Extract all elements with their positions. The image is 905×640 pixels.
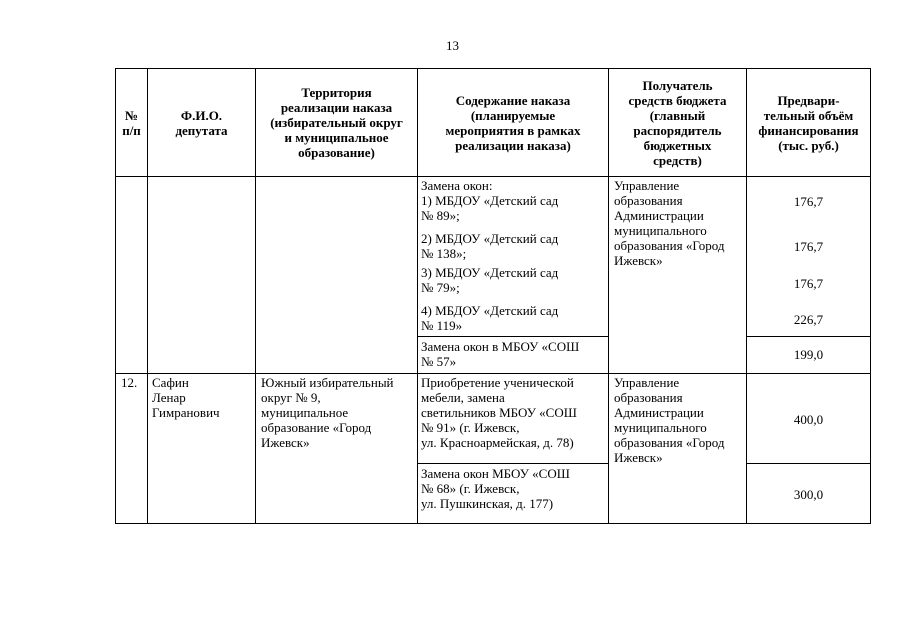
table-border-right xyxy=(870,68,871,524)
header-territory: Территория реализации наказа (избирательный округ и муниципальное образование) xyxy=(270,85,403,160)
header-content: Содержание наказа (планируемые мероприятия в рамках реализации наказа) xyxy=(445,92,581,153)
row-divider xyxy=(746,463,871,464)
row-divider xyxy=(417,336,608,337)
recipient-text: Управление образования Администрации муниципального образования «Город Ижевск» xyxy=(614,178,725,268)
territory-text: Южный избирательный округ № 9, муниципальное образование «Город Ижевск» xyxy=(261,375,394,450)
amount-value: 176,7 xyxy=(793,239,824,254)
order-item: Приобретение ученической мебели, замена светильников МБОУ «СОШ № 91» (г. Ижевск, ул. Красноармейская, д. 78) xyxy=(421,375,577,450)
amount-value: 176,7 xyxy=(793,194,824,209)
row-divider xyxy=(115,373,871,374)
header-recipient: Получатель средств бюджета (главный распорядитель бюджетных средств) xyxy=(628,77,727,168)
header-name: Ф.И.О. депутата xyxy=(175,107,228,138)
order-item: 3) МБДОУ «Детский сад № 79»; xyxy=(421,265,559,295)
row-number: 12. xyxy=(121,375,138,390)
budget-table xyxy=(115,68,871,524)
header-amount: Предвари- тельный объём финансирования (тыс. руб.) xyxy=(758,92,859,153)
deputy-name: Сафин Ленар Гимранович xyxy=(152,375,220,420)
order-item: 2) МБДОУ «Детский сад № 138»; xyxy=(421,231,559,261)
table-border-bottom xyxy=(115,523,871,524)
amount-value: 400,0 xyxy=(793,412,824,427)
row-divider xyxy=(417,463,608,464)
row-divider xyxy=(746,336,871,337)
amount-value: 176,7 xyxy=(793,276,824,291)
header-number: № п/п xyxy=(122,107,141,138)
order-item: 4) МБДОУ «Детский сад № 119» xyxy=(421,303,559,333)
order-item: Замена окон МБОУ «СОШ № 68» (г. Ижевск, ул. Пушкинская, д. 177) xyxy=(421,466,570,511)
page-number: 13 xyxy=(446,38,459,53)
amount-value: 226,7 xyxy=(793,312,824,327)
order-item: Замена окон в МБОУ «СОШ № 57» xyxy=(421,339,580,369)
order-item: Замена окон: 1) МБДОУ «Детский сад № 89»; xyxy=(421,178,559,223)
amount-value: 199,0 xyxy=(793,347,824,362)
recipient-text: Управление образования Администрации муниципального образования «Город Ижевск» xyxy=(614,375,725,465)
header-bottom-line xyxy=(115,176,871,177)
amount-value: 300,0 xyxy=(793,487,824,502)
